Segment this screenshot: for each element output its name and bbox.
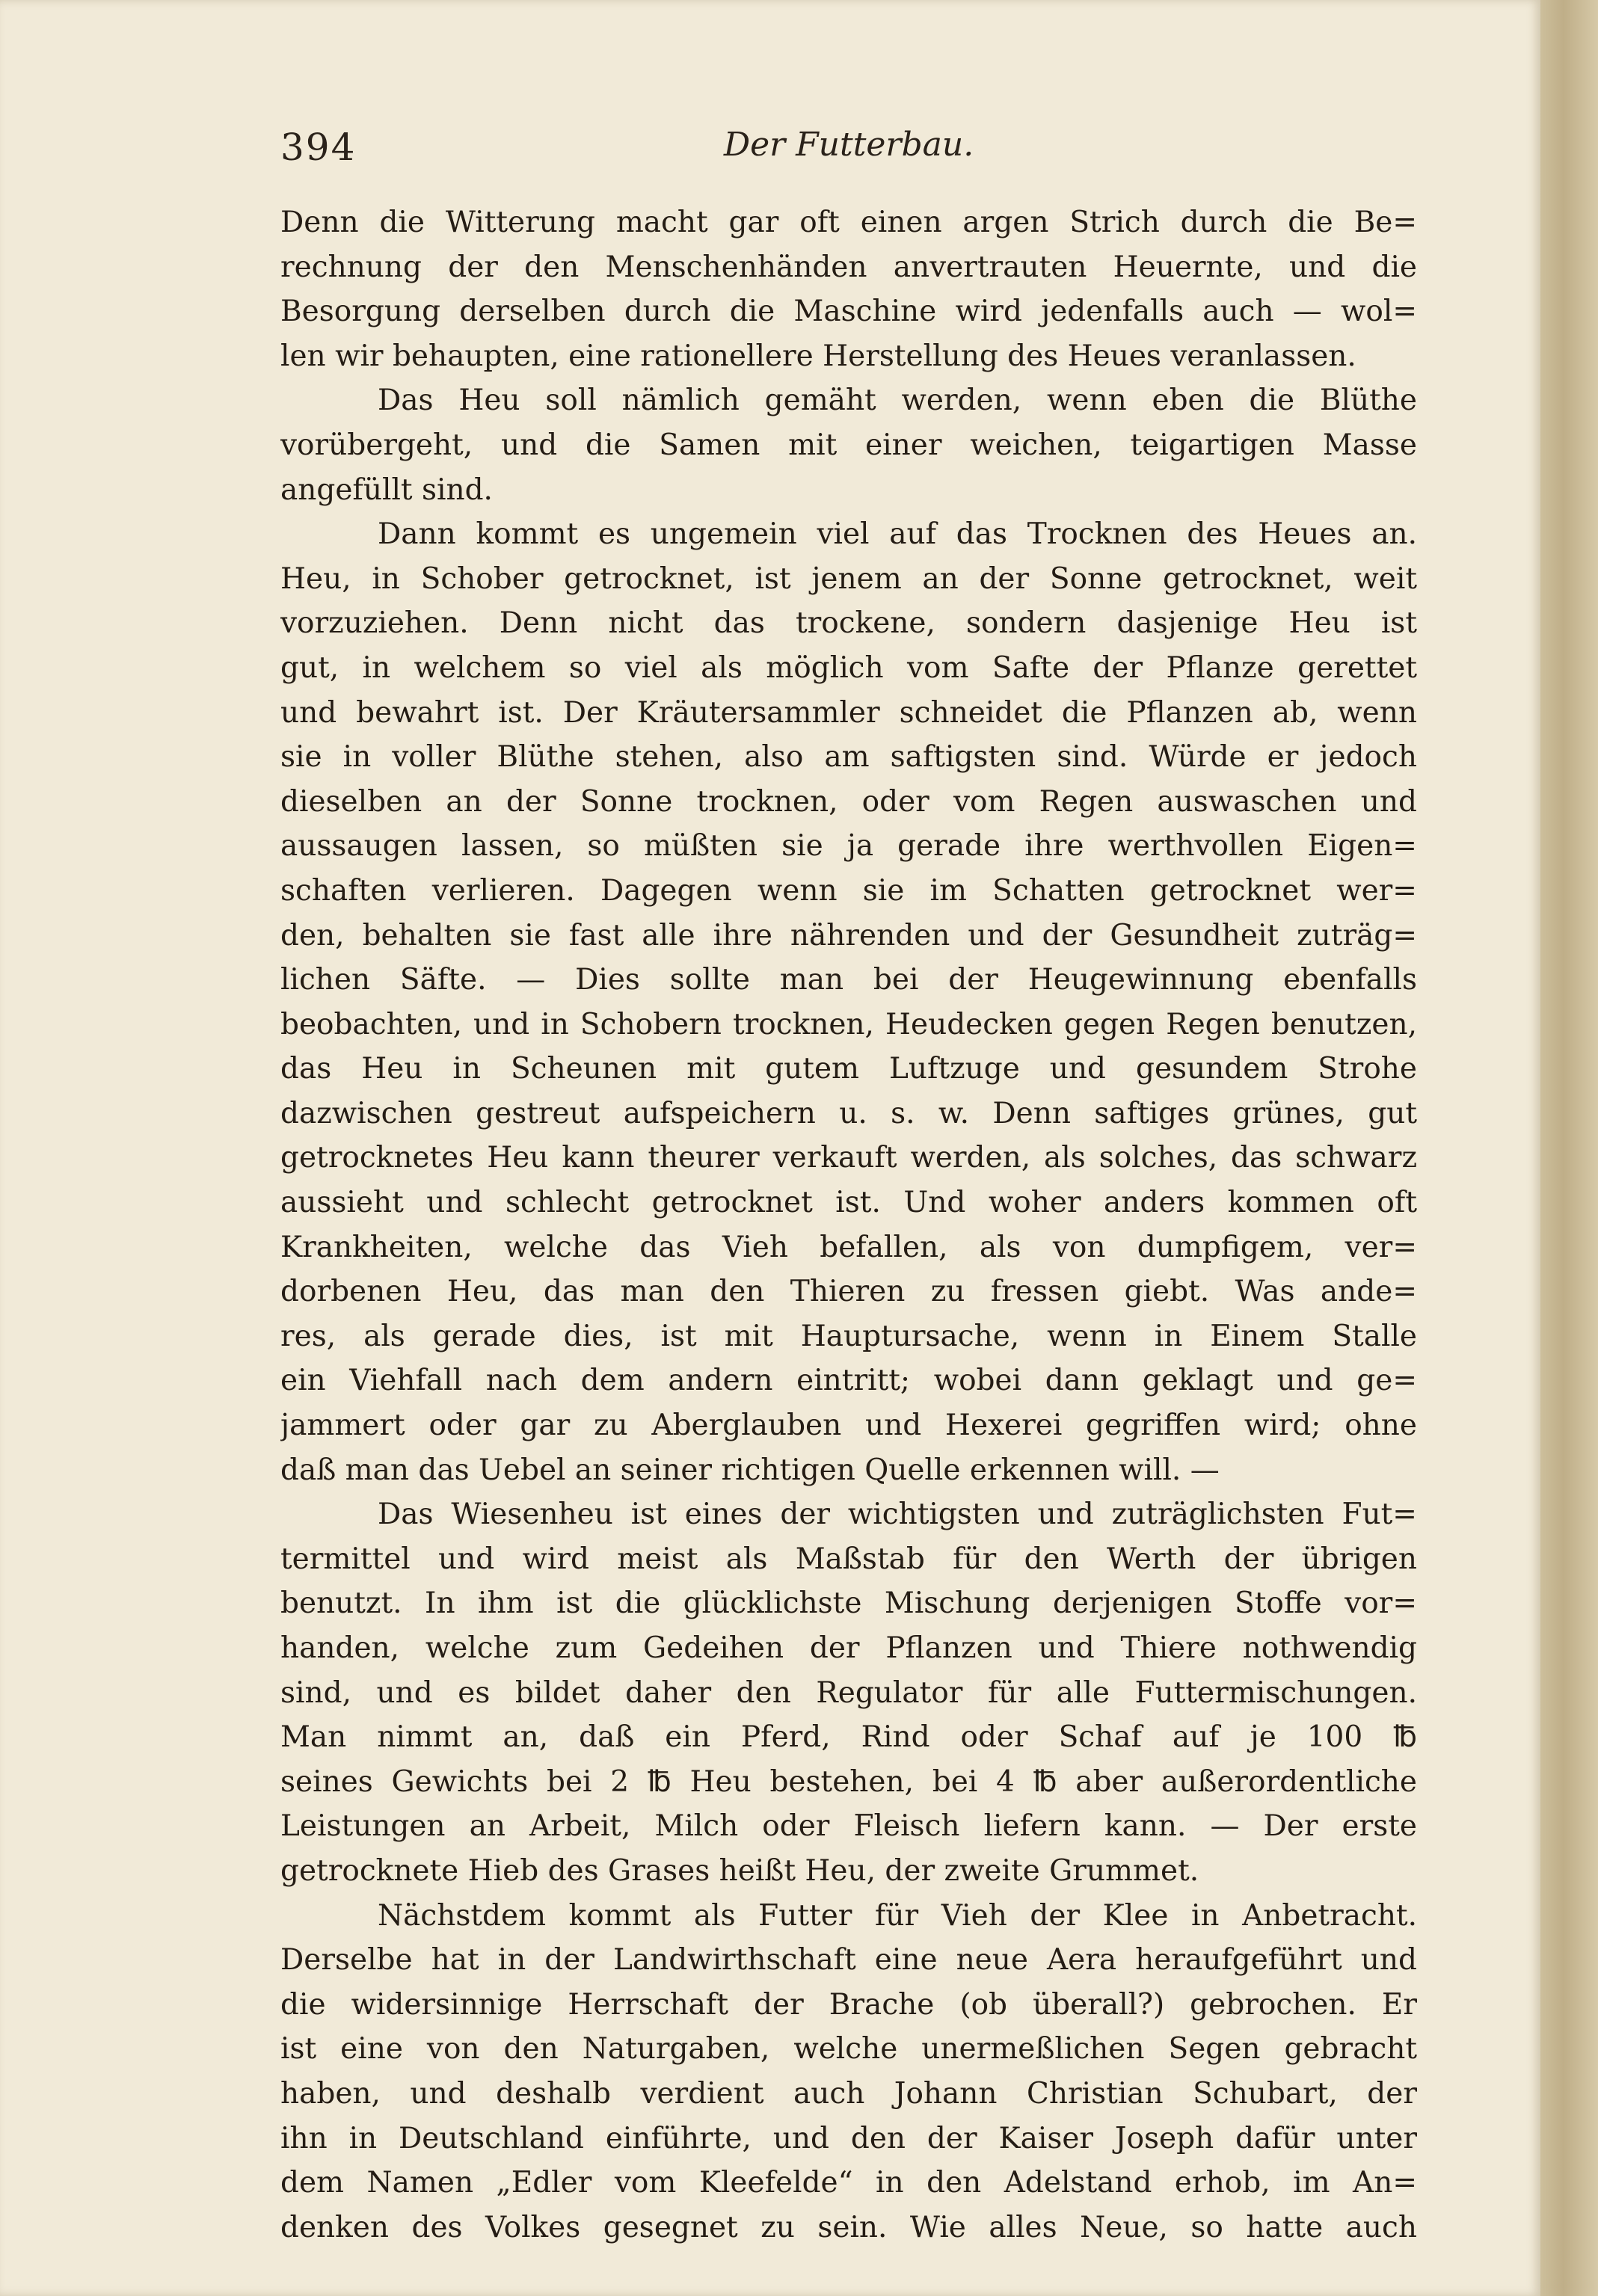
text-line: ist eine von den Naturgaben, welche unermeßlichen Segen gebracht xyxy=(280,2032,1417,2066)
text-line: haben, und deshalb verdient auch Johann Christian Schubart, der xyxy=(280,2076,1417,2111)
text-line: dem Namen „Edler vom Kleefelde“ in den Adelstand erhob, im An= xyxy=(280,2166,1417,2200)
text-line: schaften verlieren. Dagegen wenn sie im Schatten getrocknet wer= xyxy=(280,873,1417,908)
text-line: beobachten, und in Schobern trocknen, Heudecken gegen Regen benutzen, xyxy=(280,1007,1417,1041)
text-line: len wir behaupten, eine rationellere Herstellung des Heues veranlassen. xyxy=(280,339,1356,373)
text-line: sie in voller Blüthe stehen, also am saftigsten sind. Würde er jedoch xyxy=(280,740,1417,775)
text-line: den, behalten sie fast alle ihre nährenden und der Gesundheit zuträg= xyxy=(280,918,1417,952)
text-line: seines Gewichts bei 2 ℔ Heu bestehen, bei 4 ℔ aber außerordentliche xyxy=(280,1764,1417,1799)
text-line: ein Viehfall nach dem andern eintritt; wobei dann geklagt und ge= xyxy=(280,1364,1417,1398)
text-line: daß man das Uebel an seiner richtigen Quelle erkennen will. — xyxy=(280,1453,1220,1487)
text-line: Denn die Witterung macht gar oft einen argen Strich durch die Be= xyxy=(280,206,1417,239)
running-head: Der Futterbau. xyxy=(723,126,974,164)
text-line: Leistungen an Arbeit, Milch oder Fleisch liefern kann. — Der erste xyxy=(280,1809,1417,1844)
text-line: termittel und wird meist als Maßstab für den Werth der übrigen xyxy=(280,1542,1417,1576)
body-text xyxy=(280,200,1417,2250)
text-line: getrocknetes Heu kann theurer verkauft werden, als solches, das schwarz xyxy=(280,1141,1417,1175)
text-line: aussaugen lassen, so müßten sie ja gerade ihre werthvollen Eigen= xyxy=(280,829,1417,864)
text-line: Das Wiesenheu ist eines der wichtigsten und zuträglichsten Fut= xyxy=(378,1498,1417,1532)
page-number: 394 xyxy=(280,126,357,169)
text-line: vorzuziehen. Denn nicht das trockene, sondern dasjenige Heu ist xyxy=(280,606,1417,641)
text-line: sind, und es bildet daher den Regulator für alle Futtermischungen. xyxy=(280,1675,1417,1710)
text-line: Besorgung derselben durch die Maschine wird jedenfalls auch — wol= xyxy=(280,295,1417,329)
text-line: rechnung der den Menschenhänden anvertrauten Heuernte, und die xyxy=(280,250,1417,284)
text-line: Nächstdem kommt als Futter für Vieh der Klee in Anbetracht. xyxy=(378,1898,1417,1933)
text-line: benutzt. In ihm ist die glücklichste Mischung derjenigen Stoffe vor= xyxy=(280,1586,1417,1621)
text-line: und bewahrt ist. Der Kräutersammler schneidet die Pflanzen ab, wenn xyxy=(280,695,1417,730)
page-edge xyxy=(1540,0,1598,2296)
text-line: Derselbe hat in der Landwirthschaft eine neue Aera heraufgeführt und xyxy=(280,1943,1417,1978)
text-line: Das Heu soll nämlich gemäht werden, wenn eben die Blüthe xyxy=(378,384,1417,418)
text-line: das Heu in Scheunen mit gutem Luftzuge und gesundem Strohe xyxy=(280,1052,1417,1086)
text-line: handen, welche zum Gedeihen der Pflanzen und Thiere nothwendig xyxy=(280,1631,1417,1665)
text-line: denken des Volkes gesegnet zu sein. Wie alles Neue, so hatte auch xyxy=(280,2210,1417,2244)
text-line: gut, in welchem so viel als möglich vom Safte der Pflanze gerettet xyxy=(280,650,1417,685)
text-line: dieselben an der Sonne trocknen, oder vom Regen auswaschen und xyxy=(280,784,1417,819)
text-line: dazwischen gestreut aufspeichern u. s. w. Denn saftiges grünes, gut xyxy=(280,1096,1417,1130)
text-line: Dann kommt es ungemein viel auf das Trocknen des Heues an. xyxy=(378,517,1417,552)
text-line: Heu, in Schober getrocknet, ist jenem an der Sonne getrocknet, weit xyxy=(280,561,1417,596)
text-line: die widersinnige Herrschaft der Brache (ob überall?) gebrochen. Er xyxy=(280,1987,1417,2022)
text-line: ihn in Deutschland einführte, und den der Kaiser Joseph dafür unter xyxy=(280,2121,1417,2155)
text-line: vorübergeht, und die Samen mit einer weichen, teigartigen Masse xyxy=(280,428,1417,462)
text-line: res, als gerade dies, ist mit Hauptursache, wenn in Einem Stalle xyxy=(280,1319,1417,1353)
text-line: Krankheiten, welche das Vieh befallen, als von dumpfigem, ver= xyxy=(280,1230,1417,1264)
text-line: getrocknete Hieb des Grases heißt Heu, der zweite Grummet. xyxy=(280,1853,1199,1888)
text-line: jammert oder gar zu Aberglauben und Hexerei gegriffen wird; ohne xyxy=(280,1409,1417,1443)
text-line: angefüllt sind. xyxy=(280,473,493,507)
text-line: lichen Säfte. — Dies sollte man bei der Heugewinnung ebenfalls xyxy=(280,963,1417,997)
text-line: dorbenen Heu, das man den Thieren zu fressen giebt. Was ande= xyxy=(280,1275,1417,1309)
text-line: Man nimmt an, daß ein Pferd, Rind oder Schaf auf je 100 ℔ xyxy=(280,1720,1417,1755)
page-header xyxy=(280,126,1417,178)
text-line: aussieht und schlecht getrocknet ist. Und woher anders kommen oft xyxy=(280,1186,1417,1220)
